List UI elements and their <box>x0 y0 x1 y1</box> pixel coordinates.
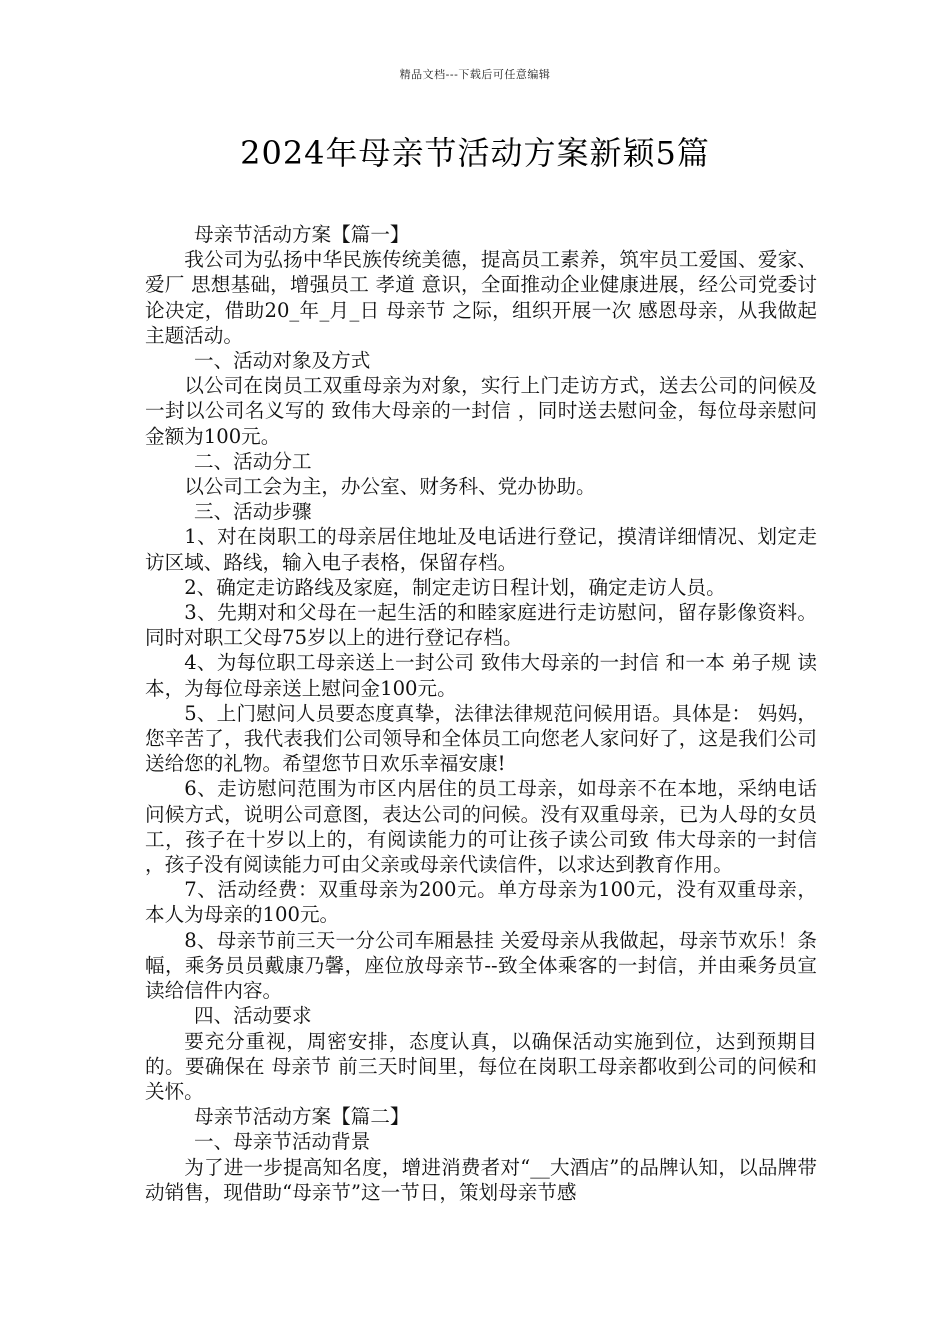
section-heading: 一、活动对象及方式 <box>194 349 371 373</box>
section-heading: 一、母亲节活动背景 <box>194 1130 371 1154</box>
section-heading: 母亲节活动方案【篇二】 <box>194 1105 410 1129</box>
document-title: 2024年母亲节活动方案新颖5篇 <box>240 134 710 172</box>
section-heading: 母亲节活动方案【篇一】 <box>194 223 410 246</box>
section-heading: 二、活动分工 <box>194 449 312 473</box>
paragraph: 8、母亲节前三天一分公司车厢悬挂 关爱母亲从我做起，母亲节欢乐！条幅，乘务员员戴康乃馨，座位放母亲节--致全体乘客的一封信，并由乘务员宣读给信件内容。 <box>145 928 817 1003</box>
paragraph: 3、先期对和父母在一起生活的和睦家庭进行走访慰问，留存影像资料。同时对职工父母75岁以上的进行登记存档。 <box>145 601 817 650</box>
paragraph: 以公司工会为主，办公室、财务科、党办协助。 <box>184 475 596 499</box>
paragraph: 7、活动经费：双重母亲为200元。单方母亲为100元，没有双重母亲，本人为母亲的100元。 <box>145 878 817 927</box>
paragraph: 4、为每位职工母亲送上一封公司 致伟大母亲的一封信 和一本 弟子规 读本，为每位母亲送上慰问金100元。 <box>145 651 817 700</box>
paragraph: 我公司为弘扬中华民族传统美德，提高员工素养，筑牢员工爱国、爱家、爱厂 思想基础，增强员工 孝道 意识，全面推动企业健康进展，经公司党委讨论决定，借助20_年_月_日 母亲节 之际，组织开展一次 感恩母亲，从我做起 主题活动。 <box>145 248 817 347</box>
paragraph: 5、上门慰问人员要态度真挚，法律法律规范问候用语。具体是： 妈妈，您辛苦了，我代表我们公司领导和全体员工向您老人家问好了，这是我们公司送给您的礼物。希望您节日欢乐幸福安康! <box>145 701 817 776</box>
paragraph: 为了进一步提高知名度，增进消费者对“__大酒店”的品牌认知，以品牌带动销售，现借助“母亲节”这一节日，策划母亲节感 <box>145 1155 817 1204</box>
paragraph: 6、走访慰问范围为市区内居住的员工母亲，如母亲不在本地，采纳电话问候方式，说明公司意图，表达公司的问候。没有双重母亲，已为人母的女员工，孩子在十岁以上的，有阅读能力的可让孩子读公司致 伟大母亲的一封信 ，孩子没有阅读能力可由父亲或母亲代读信件，以求达到教育作用。 <box>145 777 817 877</box>
paragraph: 以公司在岗员工双重母亲为对象，实行上门走访方式，送去公司的问候及一封以公司名义写的 致伟大母亲的一封信 ，同时送去慰问金，每位母亲慰问金额为100元。 <box>145 374 817 448</box>
paragraph: 2、确定走访路线及家庭，制定走访日程计划，确定走访人员。 <box>184 575 726 599</box>
section-heading: 三、活动步骤 <box>194 500 312 524</box>
document-body <box>145 222 817 1205</box>
paragraph: 1、对在岗职工的母亲居住地址及电话进行登记，摸清详细情况、划定走访区域、路线，输入电子表格，保留存档。 <box>145 525 817 574</box>
paragraph: 要充分重视，周密安排，态度认真，以确保活动实施到位，达到预期目的。要确保在 母亲节 前三天时间里，每位在岗职工母亲都收到公司的问候和关怀。 <box>145 1029 817 1103</box>
page-header: 精品文档---下载后可任意编辑 <box>399 68 551 81</box>
section-heading: 四、活动要求 <box>194 1004 312 1028</box>
